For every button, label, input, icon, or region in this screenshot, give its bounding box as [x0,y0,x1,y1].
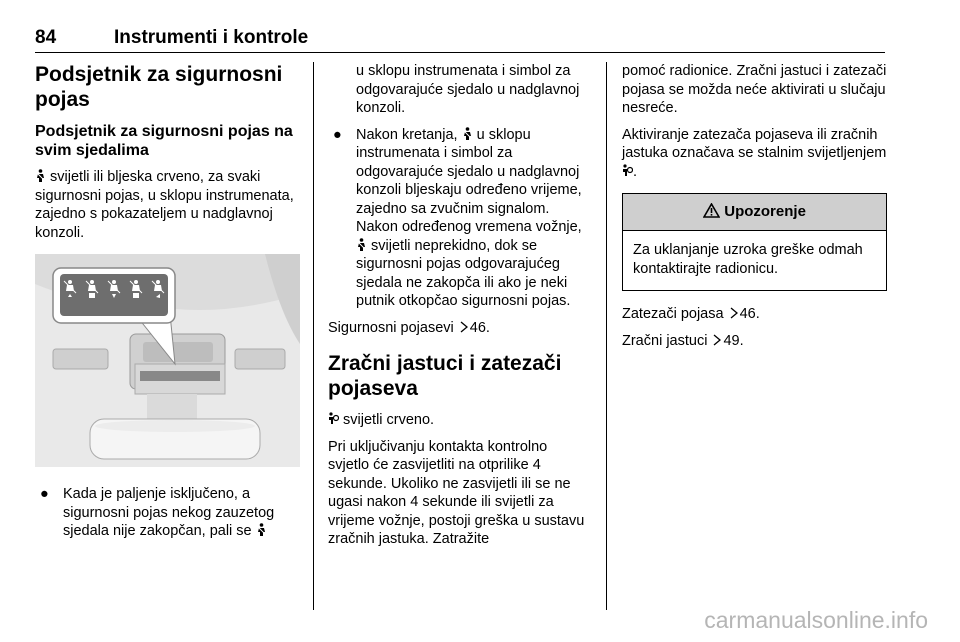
airbag-icon [622,164,633,178]
watermark: carmanualsonline.info [704,607,928,633]
section-title: Podsjetnik za sigurnosni pojas [35,63,283,111]
section-title: Zračni jastuci i zatezači pojaseva [328,352,562,400]
bullet-dot: ● [40,486,49,502]
list-item: ● Nakon kretanja, u sklopu instrumenata i simbol za odgovarajuće sjedalo u nadglavnoj konzoli bljeskaju određeno vrijeme, zajedno sa zvučnim signalom. Nakon određenog vremena vožnje, svijetli neprekidno, dok se sigurnosni pojas odgovarajućeg sjedala ne zakopča ili ako je neki putnik otkopčao sigurnosni pojas. [333,126,582,309]
warning-box [622,193,887,291]
paragraph: pomoć radionice. Zračni jastuci i zatezači pojasa se možda neće aktivirati u slučaju nesreće. [622,63,887,116]
overhead-console-illustration [35,254,300,467]
page-number: 84 [35,27,57,48]
bullet-dot: ● [333,126,342,143]
paragraph: svijetli crveno. [328,411,590,430]
page-header [35,27,885,53]
column-divider [313,62,314,610]
cross-reference: Zatezači pojasa 46. [622,306,760,322]
column-1 [35,62,300,549]
list-item: ● Kada je paljenje isključeno, a sigurnosni pojas nekog zauzetog sjedala nije zakopčan, pali se [40,486,275,539]
column-divider [606,62,607,610]
reference-arrow-icon [460,321,468,333]
seatbelt-icon [256,523,267,537]
seatbelt-icon [356,238,367,252]
warning-header: Upozorenje [623,194,886,231]
subsection-title: Podsjetnik za sigurnosni pojas na svim sjedalima [35,123,293,159]
list-item-continuation: u sklopu instrumenata i simbol za odgovarajuće sjedalo u nadglavnoj konzoli. [356,63,580,116]
cross-reference: Sigurnosni pojasevi 46. [328,319,490,336]
paragraph: Aktiviranje zatezača pojaseva ili zračnih jastuka označava se stalnim svijetljenjem . [622,126,887,180]
warning-body: Za uklanjanje uzroka greške odmah kontaktirajte radionicu. [633,242,863,277]
seatbelt-icon [35,169,46,183]
paragraph: Pri uključivanju kontakta kontrolno svjetlo će zasvijetliti na otprilike 4 sekunde. Ukoliko ne zasvijetli ili se ne ugasi nakon 4 sekunde ili svijetli za vrijeme vožnje, postoji greška u sustavu zračnih jastuka. Zatražite [328,438,585,547]
overhead-console-image [35,254,300,467]
running-title: Instrumenti i kontrole [114,27,309,48]
reference-arrow-icon [730,307,738,319]
cross-reference: Zračni jastuci 49. [622,332,744,349]
column-3 [622,62,887,358]
seatbelt-icon [462,127,473,141]
reference-arrow-icon [713,334,721,346]
column-2 [328,62,590,557]
airbag-icon [328,412,339,426]
warning-triangle-icon [703,203,720,218]
paragraph: svijetli ili bljeska crveno, za svaki sigurnosni pojas, u sklopu instrumenata, zajedno s pokazateljem u nadglavnoj konzoli. [35,169,294,241]
